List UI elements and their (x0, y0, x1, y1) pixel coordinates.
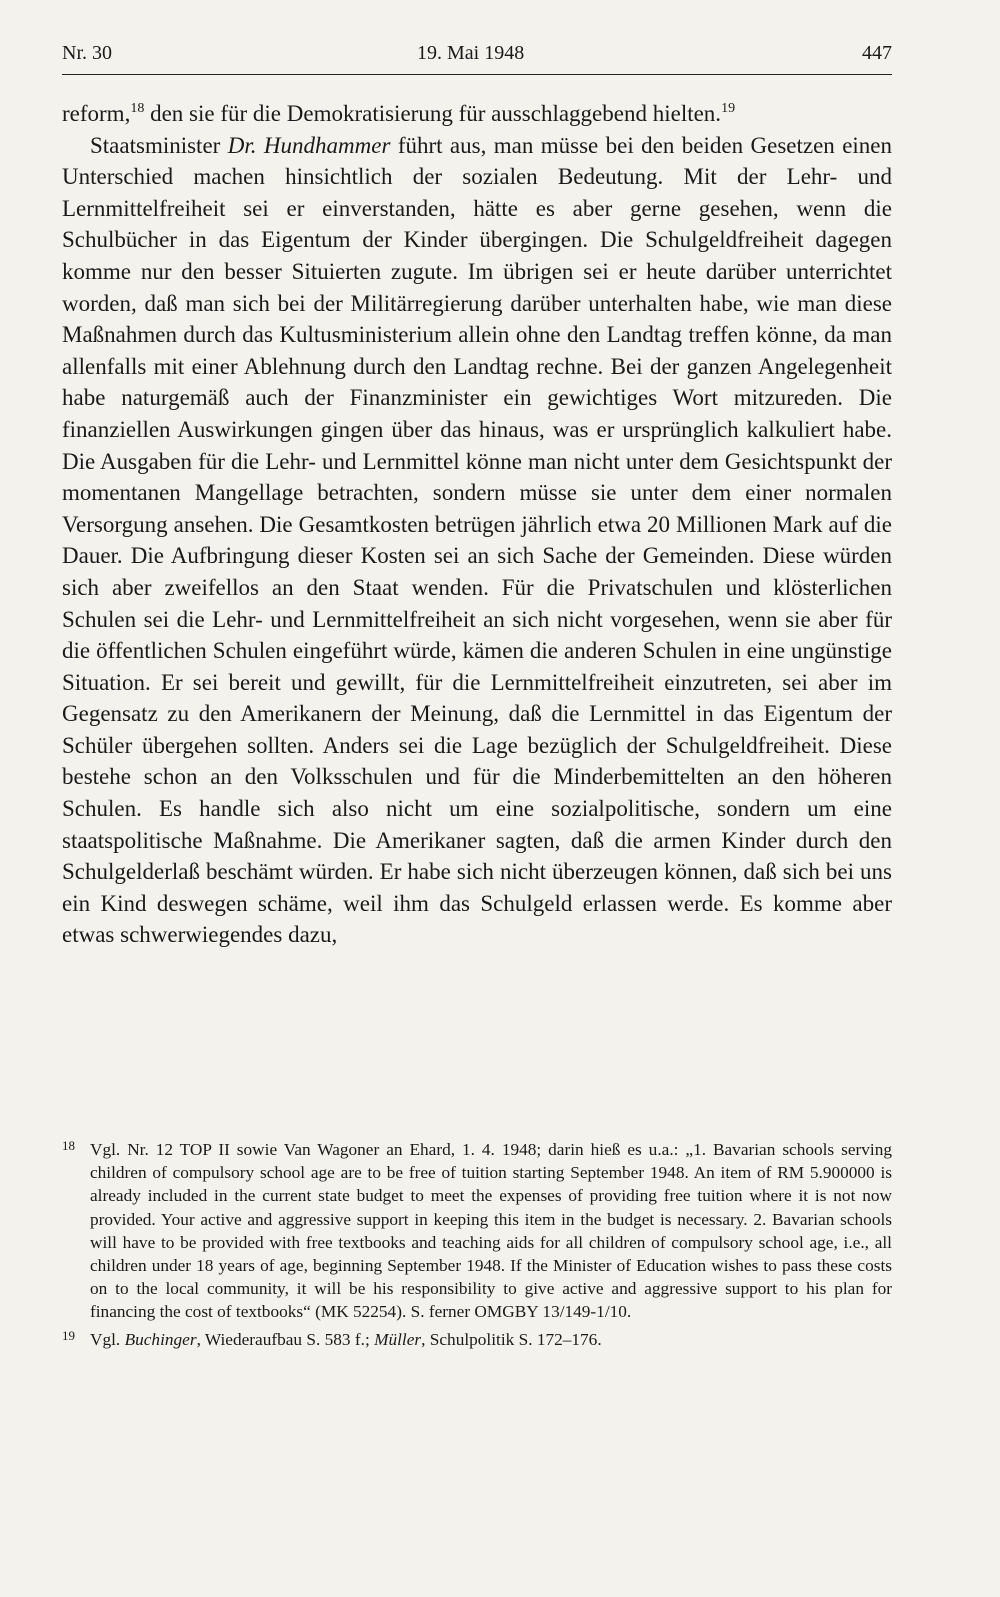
footnote-text: , Wiederaufbau S. 583 f.; (196, 1329, 375, 1349)
footnote-text: , Schulpolitik S. 172–176. (421, 1329, 602, 1349)
paragraph-hundhammer (62, 130, 892, 951)
main-text (62, 98, 892, 951)
page-number: 447 (862, 42, 892, 64)
footnote-number: 19 (62, 1327, 75, 1343)
footnote-text: Vgl. Nr. 12 TOP II sowie Van Wagoner an Ehard, 1. 4. 1948; darin hieß es u.a.: „1. Bavarian schools serving children of compulsory school age are to be free of tuition starting September 1948. An item of RM 5.900000 is already included in the current state budget to meet the expenses of providing free tuition where it is not now provided. Your active and aggressive support in keeping this item in the budget is necessary. 2. Bavarian schools will have to be provided with free textbooks and teaching aids for all children of compulsory school age, i.e., all children under 18 years of age, beginning September 1948. If the Minister of Education wishes to pass these costs on to the local community, it will be his responsibility to give active and aggressive support to his plan for financing the cost of textbooks“ (MK 52254). S. ferner OMGBY 13/149-1/10. (90, 1140, 892, 1322)
paragraph-text: reform, (62, 101, 131, 126)
footnote-number: 18 (62, 1138, 75, 1153)
footnote-19 (62, 1328, 892, 1351)
footnote-ref-18[interactable]: 18 (130, 101, 145, 116)
footnote-text: Vgl. (90, 1329, 125, 1349)
issue-number: Nr. 30 (62, 42, 112, 64)
paragraph-text: den sie für die Demokratisierung für ausschlaggebend hielten. (144, 101, 722, 126)
header-date: 19. Mai 1948 (417, 42, 525, 64)
paragraph-text: führt aus, man müsse bei den beiden Gesetzen einen Unterschied machen hinsichtlich der sozialen Bedeutung. Mit der Lehr- und Lernmittelfreiheit sei er einverstanden, hätte es aber gerne gesehen, wenn die Schulbücher in das Eigentum der Kinder übergingen. Die Schulgeldfreiheit dagegen komme nur den besser Situierten zugute. Im übrigen sei er heute darüber unterrichtet worden, daß man sich bei der Militärregierung darüber unterhalten habe, wie man diese Maßnahmen durch das Kultusministerium allein ohne den Landtag treffen könne, da man allenfalls mit einer Ablehnung durch den Landtag rechne. Bei der ganzen Angelegenheit habe naturgemäß auch der Finanzminister ein gewichtiges Wort mitzureden. Die finanziellen Auswirkungen gingen über das hinaus, was er ursprünglich kalkuliert habe. Die Ausgaben für die Lehr- und Lernmittel könne man nicht unter dem Gesichtspunkt der momentanen Mangellage betrachten, sondern müsse sie unter dem einer normalen Versorgung ansehen. Die Gesamtkosten betrügen jährlich etwa 20 Millionen Mark auf die Dauer. Die Aufbringung dieser Kosten sei an sich Sache der Gemeinden. Diese würden sich aber zweifellos an den Staat wenden. Für die Privatschulen und klösterlichen Schulen sei die Lehr- und Lernmittelfreiheit an sich nicht vorgesehen, wenn sie aber für die öffentlichen Schulen eingeführt würde, kämen die anderen Schulen in eine ungünstige Situation. Er sei bereit und gewillt, für die Lernmittelfreiheit einzutreten, sei aber im Gegensatz zu den Amerikanern der Meinung, daß die Lernmittel in das Eigentum der Schüler übergehen sollten. Anders sei die Lage bezüglich der Schulgeldfreiheit. Diese bestehe schon an den Volksschulen und für die Minderbemittelten an den höheren Schulen. Es handle sich also nicht um eine sozialpolitische, sondern um eine staatspolitische Maßnahme. Die Amerikaner sagten, daß die armen Kinder durch den Schulgelderlaß beschämt würden. Er habe sich nicht überzeugen können, daß sich bei uns ein Kind deswegen schäme, weil ihm das Schulgeld erlassen werde. Es komme aber etwas schwerwiegendes dazu, (62, 132, 892, 948)
footnote-ref-19[interactable]: 19 (721, 101, 736, 116)
speaker-name: Dr. Hundhammer (227, 132, 391, 158)
footnote-18 (62, 1138, 892, 1324)
paragraph-lead: Staatsminister (90, 132, 228, 158)
footnotes (62, 1138, 892, 1355)
footnote-author: Müller (374, 1329, 422, 1349)
paragraph-continuation (62, 98, 892, 130)
running-header (62, 38, 892, 75)
footnote-author: Buchinger (124, 1329, 197, 1349)
